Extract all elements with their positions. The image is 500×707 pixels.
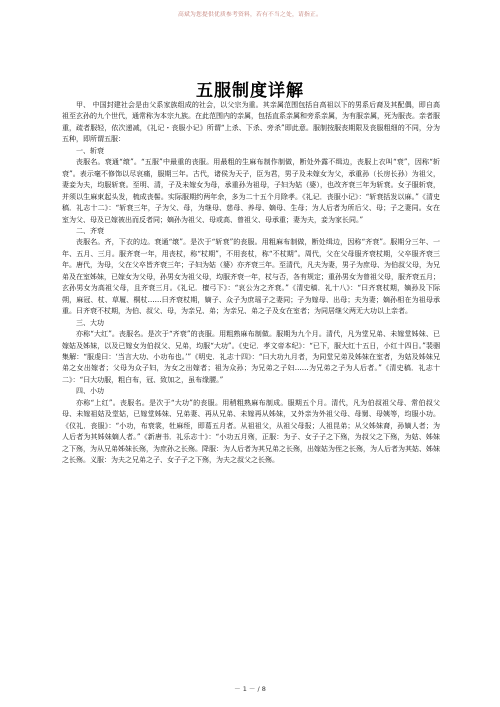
paragraph-xiaogong: 亦称“上红”。丧服名。是次于“大功”的丧服。用稍粗熟麻布制成。服期五个月。清代，凡为伯叔祖父母、常伯叔父母、未嫁祖姑及堂姑，已嫁堂姊妹、兄弟妻、再从兄弟、未嫁再从姊妹，又外亲为外祖父母、母舅、母姨等，均服小功。《仪礼．丧服》：“小功，布衰裳，牡麻绖，即葛五月者。从祖祖父，从祖父母报；人祖昆弟；从父姊妹裔，孙嫡人者；为人后者为其姊妹嫡人者。”《新唐书．礼乐志十》：“小功五月殇，正服：为子、女子子之下殇，为叔父之下殇，为姑、姊妹之下殇，为从兄弟姊妹长殇，为庶孙之长殇。降服：为人后者为其兄弟之长殇，出嫁姑为侄之长殇，为人后者为其姑、姊妹之长殇。义服：为夫之兄弟之子、女子子之下殇，为夫之叔父之长殇。 <box>62 398 440 465</box>
section-heading-zicui: 二、齐衰 <box>76 226 104 235</box>
header-note: 高斌为您提供优质参考资料，若有不当之处，请指正。 <box>178 12 322 18</box>
paragraph-zicui: 丧服名。齐，下衣的边。衰通“缞”。是次于“斩衰”的丧服。用粗麻布制做，断处缉边，因称“齐衰”。服期分三年、一年、五月、三月。服齐衰一年，用丧杖，称“杖期”，不用丧杖，称“不杖期”。周代，父在父母服齐衰杖期，父卒服齐衰三年。唐代，为母，父在父卒皆齐衰三年；子妇为姑（婆）亦齐衰三年。至清代，凡夫为妻，男子为庶母、为伯叔父母，为兄弟及在室姊妹，已嫁女为父母，孙男女为祖父母，均服齐衰一年，杖与否，各有规定；重孙男女为曾祖父母，服齐衰五月；玄孙男女为高祖父母，且齐衰三月。《礼记．檀弓下》：“哀公为之齐衰。”《清史稿．礼十八》：“曰齐衰杖期，嫡孙及下际朔，麻冠、杖、草履、桐杖……曰齐衰杖期，嫡子、众子为庶瑶子之妻同；子为嫁母、出母；夫为妻；嫡孙相在为祖母承重。曰齐衰不杖期，为伯、叔父、母，为亲兄、弟；为亲兄、弟之子及女在室者；为同居继父两无大功以上亲者。 <box>62 238 440 316</box>
section-heading-xiaogong: 四、小功 <box>76 387 104 396</box>
paragraph-dagong: 亦称“大红”。丧服名。是次于“齐衰”的丧服。用粗熟麻布制做。服期为九个月。清代，凡为堂兄弟、未嫁堂姊妹、已嫁姑及姊妹，以及已嫁女为伯叔父、兄弟，均服“大功”。《史记．孝文帝本纪》：“已下，服大红十五日，小红十四日。”裴骃集解：“服虔曰：‘当言大功、小功布也。’”《明史．礼志十四》：“曰大功九月者，为同堂兄弟及姊妹在室者，为姑及姊妹兄弟之女出嫁者；父母为众子妇，为女之出嫁者；祖为众孙；为兄弟之子妇……为兄弟之子为人后者。”《清史稿．礼志十二》：“曰大功服，粗白布，冠、致加之，虽布缘腰。” <box>62 330 440 384</box>
document-body <box>62 100 440 467</box>
section-heading-dagong: 三、大功 <box>76 318 104 327</box>
page-number: － 1 － / 8 <box>234 685 266 693</box>
paragraph-zhancui: 丧服名。衰通“缞”。“五服”中最重的丧服。用最粗的生麻布制作制做，断处外露不缉边，丧服上衣叫“衰”，因称“斩衰”。表示毫不修饰以尽哀痛，服期三年。古代，诸侯为天子，臣为君，男子及未嫁女为父，承重孙（长房长孙）为祖父，妻妾为夫，均服斩衰。至明、清，子及未嫁女为母，承重孙为祖母，子妇为姑（婆），也改齐衰三年为斩衰。女子服斩衰，并须以生麻束起头发，梳成丧髻。实际服期约两年余，多为二十五个月除孝。《礼记．丧服小记》：“斩衰括发以麻。”《清史稿．礼志十二》：“斩衰三年，子为父、母，为继母、慈母、养母、嫡母、生母；为人后者为所后父、母；子之妻同。女在室为父、母及已嫁被出而反者同；嫡孙为祖父、母或高、曾祖父、母承重；妻为夫，妾为家长同。” <box>62 158 440 224</box>
intro-paragraph: 甲、 中国封建社会是由父系家族组成的社会，以父宗为重。其亲属范围包括自高祖以下的男系后裔及其配偶，即自高祖至玄孙的九个世代，通常称为本宗九族。在此范围内的亲属，包括直系亲属和旁系亲属，为有服亲属，死为服丧。亲者服重，疏者服轻，依次递减，《礼记・丧服小记》所谓“上杀、下杀、旁杀”即此意。服制按服丧期限及丧服粗细的不同，分为五种，即所谓五服： <box>62 101 440 144</box>
page-title: 五服制度详解 <box>196 81 304 101</box>
section-heading-zhancui: 一、斩衰 <box>76 146 104 155</box>
